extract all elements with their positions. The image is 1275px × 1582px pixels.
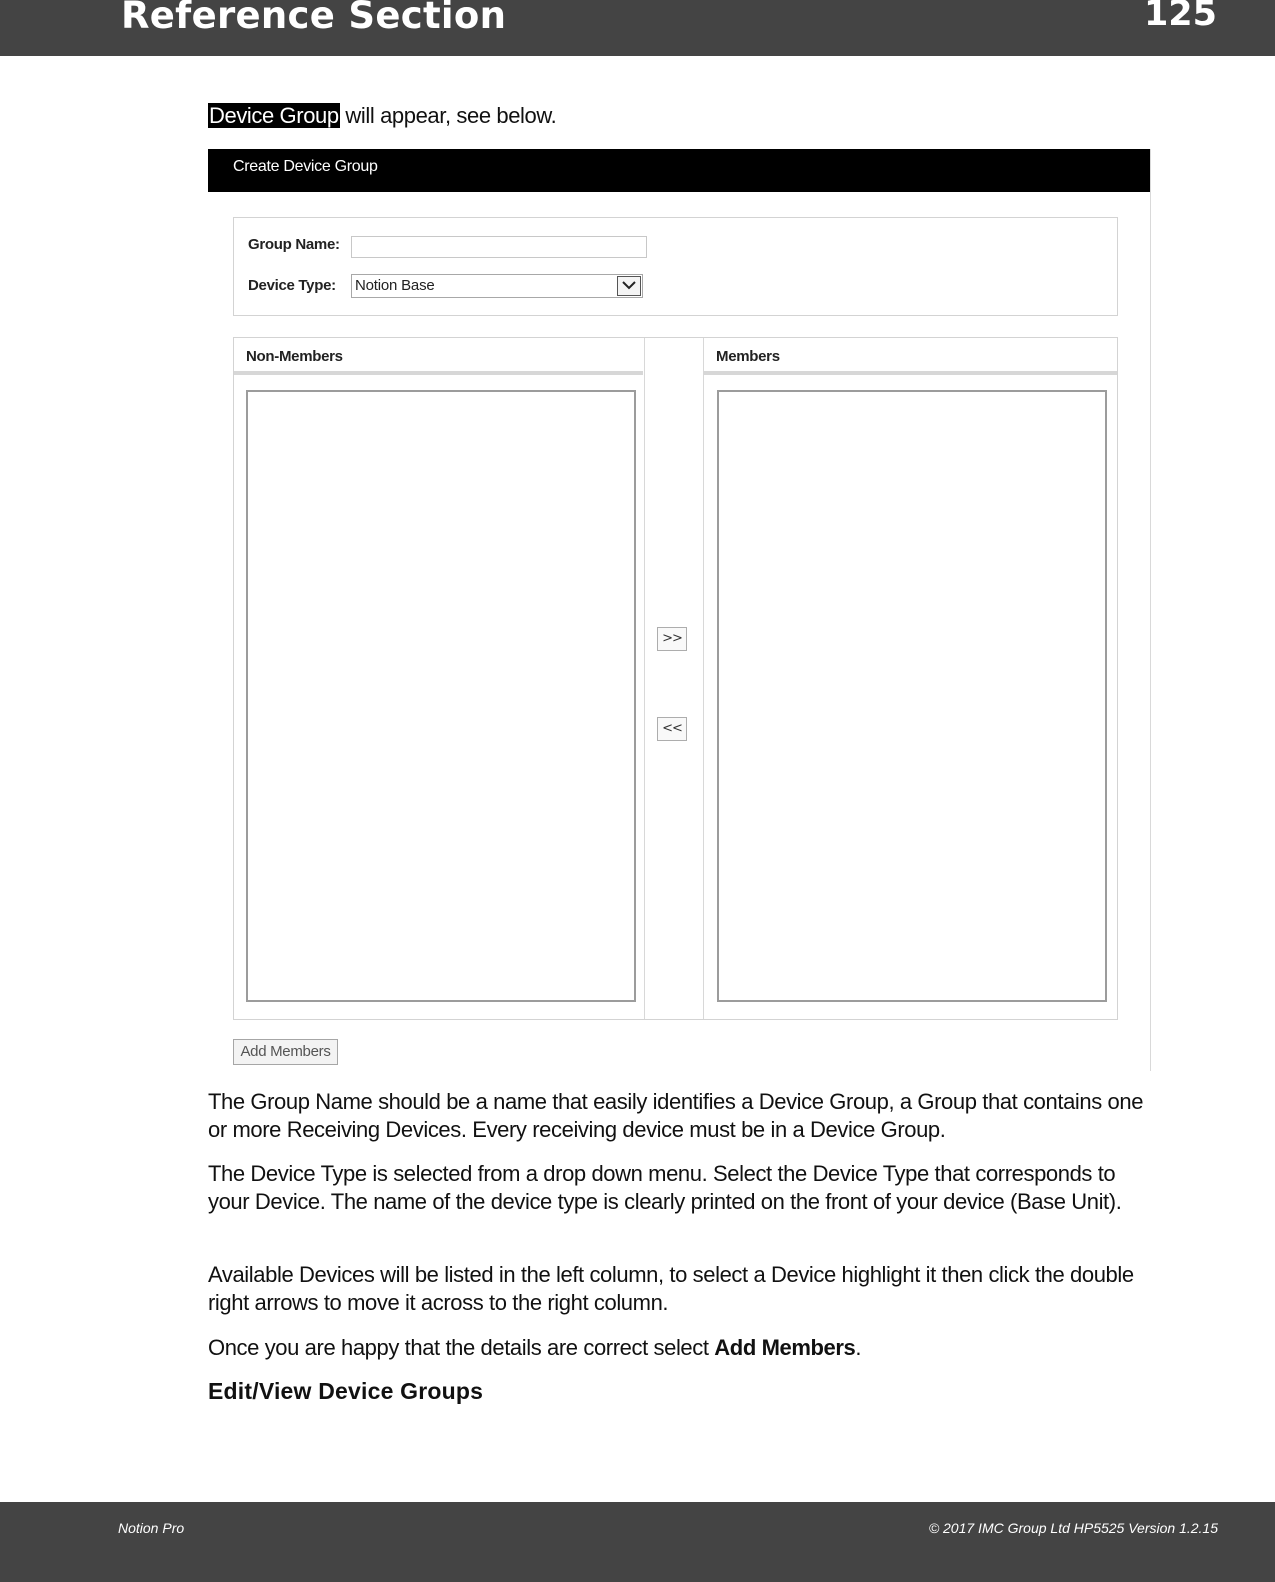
members-list[interactable] [717, 390, 1107, 1002]
group-details-panel [233, 217, 1118, 316]
paragraph-device-type: The Device Type is selected from a drop down menu. Select the Device Type that corresponds to your Device. The name of the device type is clearly printed on the front of your device (Base Unit). [208, 1161, 1122, 1214]
device-type-select[interactable] [351, 274, 643, 298]
p4-suffix: . [855, 1335, 862, 1360]
membership-panel [233, 337, 1118, 1020]
group-name-label: Group Name: [248, 236, 340, 253]
paragraph-group-name: The Group Name should be a name that easily identifies a Device Group, a Group that contains one or more Receiving Devices. Every receiving device must be in a Device Group. [208, 1089, 1144, 1142]
page-header [0, 0, 1275, 56]
chevron-down-icon[interactable] [617, 276, 641, 296]
page-number: 125 [1143, 0, 1217, 34]
p4-bold: Add Members [714, 1335, 856, 1360]
dialog-title-bar [208, 149, 1150, 192]
footer-product: Notion Pro [118, 1520, 185, 1536]
non-members-list[interactable] [246, 390, 636, 1002]
non-members-header [234, 338, 643, 375]
highlighted-term: Device Group [209, 103, 339, 128]
intro-line [208, 103, 556, 129]
add-members-button[interactable]: Add Members [233, 1039, 338, 1065]
footer-copyright: © 2017 IMC Group Ltd HP5525 Version 1.2.15 [928, 1520, 1218, 1536]
move-left-button[interactable]: << [657, 717, 687, 741]
paragraph-add-members [208, 1334, 1148, 1362]
page-footer [0, 1502, 1275, 1582]
paragraph-available-devices: Available Devices will be listed in the left column, to select a Device highlight it then click the double right arrows to move it across to the right column. [208, 1262, 1134, 1315]
column-divider [703, 338, 704, 1019]
move-right-button[interactable]: >> [657, 627, 687, 651]
dialog-title: Create Device Group [233, 158, 378, 175]
non-members-title: Non-Members [246, 348, 343, 365]
section-title: Reference Section [121, 0, 507, 37]
members-title: Members [716, 348, 780, 365]
column-divider [644, 338, 645, 1019]
members-header [704, 338, 1117, 375]
section-heading: Edit/View Device Groups [208, 1378, 484, 1404]
create-device-group-dialog [208, 149, 1151, 1071]
device-type-value: Notion Base [355, 277, 435, 294]
intro-text: will appear, see below. [339, 103, 557, 128]
device-type-label: Device Type: [248, 277, 336, 294]
p4-prefix: Once you are happy that the details are correct select [208, 1335, 715, 1360]
group-name-input[interactable] [351, 236, 647, 258]
